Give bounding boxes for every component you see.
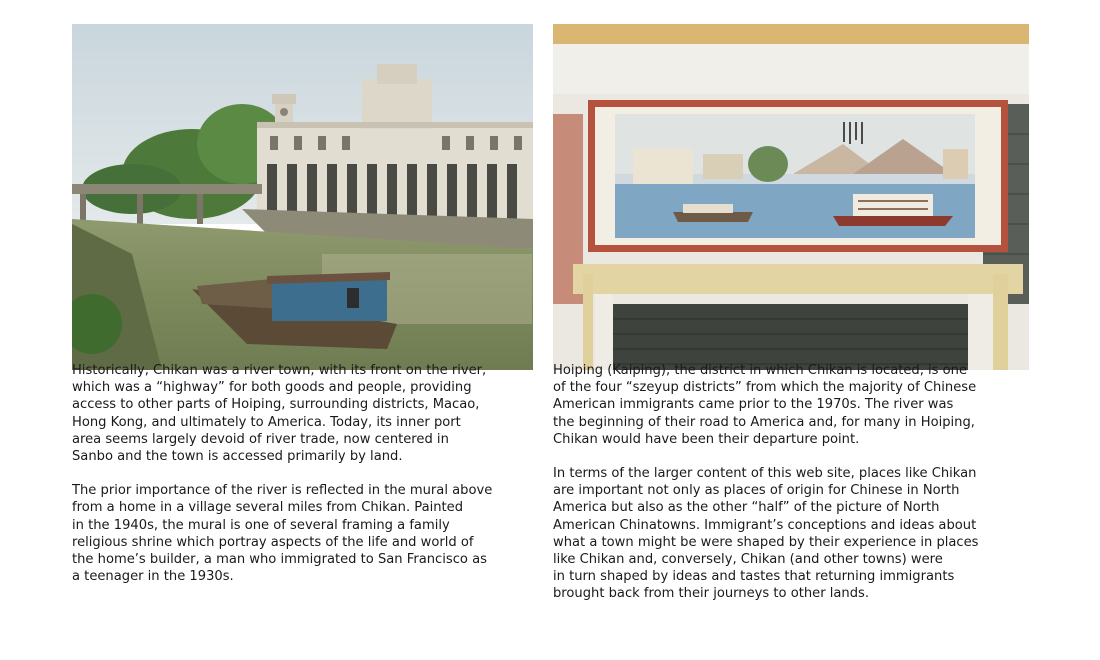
chikan-river-photo <box>72 24 533 370</box>
left-column <box>72 24 534 370</box>
left-text-block <box>72 362 542 585</box>
right-text-block <box>553 362 1033 603</box>
paragraph-chikan-river-town: Historically, Chikan was a river town, with its front on the river, which was a “highway” for both goods and people, providing access to other parts of Hoiping, surrounding districts, Macao, Hong Kong, and ultimately to America. Today, its inner port area seems largely devoid of river trade, now centered in Sanbo and the town is accessed primarily by land. <box>72 363 487 465</box>
paragraph-mural-description: The prior importance of the river is reflected in the mural above from a home in a village several miles from Chikan. Painted in the 1940s, the mural is one of several framing a family religious shrine which portray aspects of the life and world of the home’s builder, a man who immigrated to San Francisco as a teenager in the 1930s. <box>72 483 493 585</box>
right-column <box>553 24 1029 370</box>
mural-photo <box>553 24 1029 370</box>
paragraph-web-site-context: In terms of the larger content of this web site, places like Chikan are important not only as places of origin for Chinese in North America but also as the other “half” of the picture of North American Chinatowns. Immigrant’s conceptions and ideas about what a town might be were shaped by their experience in places like Chikan and, conversely, Chikan (and other towns) were in turn shaped by ideas and tastes that returning immigrants brought back from their journeys to other lands. <box>553 466 979 602</box>
paragraph-hoiping-district: Hoiping (Kaiping), the district in which Chikan is located, is one of the four “szeyup districts” from which the majority of Chinese American immigrants came prior to the 1970s. The river was the beginning of their road to America and, for many in Hoiping, Chikan would have been their departure point. <box>553 363 977 447</box>
